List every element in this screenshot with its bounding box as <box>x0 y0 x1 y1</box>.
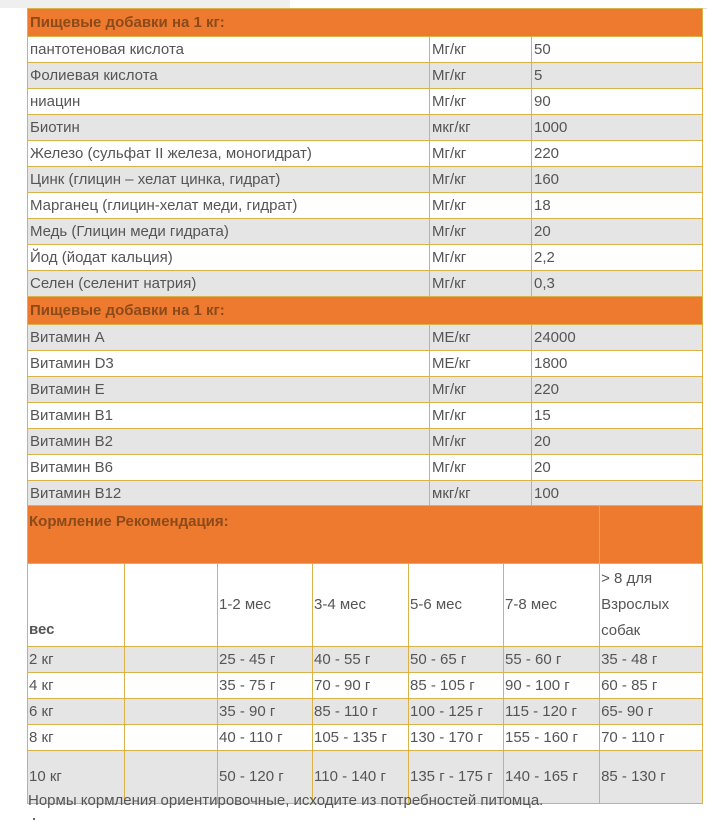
portion-cell: 105 - 135 г <box>313 725 409 751</box>
portion-cell: 85 - 110 г <box>313 699 409 725</box>
nutrient-value: 2,2 <box>532 245 703 271</box>
nutrient-unit: Мг/кг <box>430 37 532 63</box>
nutrient-unit: Мг/кг <box>430 271 532 297</box>
nutrient-name: Медь (Глицин меди гидрата) <box>28 219 430 245</box>
nutrient-value: 160 <box>532 167 703 193</box>
nutrient-name: Витамин Е <box>28 377 430 403</box>
nutrient-value: 1000 <box>532 115 703 141</box>
nutrient-unit: Мг/кг <box>430 219 532 245</box>
nutrient-name: Витамин В12 <box>28 481 430 507</box>
portion-cell: 90 - 100 г <box>504 673 600 699</box>
table-row <box>28 193 703 219</box>
age-header: 1-2 мес <box>218 564 313 647</box>
nutrient-value: 1800 <box>532 351 703 377</box>
nutrient-unit: Мг/кг <box>430 455 532 481</box>
portion-cell: 35 - 90 г <box>218 699 313 725</box>
nutrient-value: 15 <box>532 403 703 429</box>
table-row <box>28 167 703 193</box>
nutrient-name: пантотеновая кислота <box>28 37 430 63</box>
empty-cell <box>125 647 218 673</box>
nutrient-unit: Мг/кг <box>430 245 532 271</box>
nutrient-name: Цинк (глицин – хелат цинка, гидрат) <box>28 167 430 193</box>
nutrient-name: Витамин В6 <box>28 455 430 481</box>
portion-cell: 25 - 45 г <box>218 647 313 673</box>
table-row <box>28 647 703 673</box>
nutrient-unit: Мг/кг <box>430 429 532 455</box>
portion-cell: 110 - 140 г <box>313 751 409 804</box>
portion-cell: 40 - 55 г <box>313 647 409 673</box>
portion-cell: 70 - 110 г <box>600 725 703 751</box>
table-row <box>28 141 703 167</box>
nutrient-unit: Мг/кг <box>430 63 532 89</box>
age-header: 3-4 мес <box>313 564 409 647</box>
portion-cell: 55 - 60 г <box>504 647 600 673</box>
age-header: 7-8 мес <box>504 564 600 647</box>
nutrient-unit: МЕ/кг <box>430 351 532 377</box>
nutrient-unit: Мг/кг <box>430 141 532 167</box>
table-row <box>28 673 703 699</box>
weight-cell: 2 кг <box>28 647 125 673</box>
empty-cell <box>125 564 218 647</box>
nutrient-name: Йод (йодат кальция) <box>28 245 430 271</box>
weight-cell: 10 кг <box>28 751 125 804</box>
nutrient-value: 24000 <box>532 325 703 351</box>
nutrient-name: Витамин D3 <box>28 351 430 377</box>
table-row <box>28 89 703 115</box>
table-row <box>28 699 703 725</box>
minerals-header-row <box>28 9 703 37</box>
empty-cell <box>125 725 218 751</box>
feeding-table <box>27 505 703 804</box>
weight-column-header: вес <box>28 564 125 647</box>
table-row <box>28 403 703 429</box>
nutrient-value: 20 <box>532 429 703 455</box>
portion-cell: 50 - 120 г <box>218 751 313 804</box>
feeding-header-row <box>28 506 703 564</box>
nutrient-value: 50 <box>532 37 703 63</box>
portion-cell: 85 - 130 г <box>600 751 703 804</box>
age-header: 5-6 мес <box>409 564 504 647</box>
nutrient-value: 0,3 <box>532 271 703 297</box>
portion-cell: 85 - 105 г <box>409 673 504 699</box>
table-row <box>28 245 703 271</box>
bullet-dot <box>33 818 35 820</box>
nutrient-name: Витамин А <box>28 325 430 351</box>
nutrient-value: 20 <box>532 219 703 245</box>
portion-cell: 115 - 120 г <box>504 699 600 725</box>
nutrient-unit: МЕ/кг <box>430 325 532 351</box>
nutrient-name: Селен (селенит натрия) <box>28 271 430 297</box>
empty-cell <box>125 699 218 725</box>
nutrient-value: 20 <box>532 455 703 481</box>
table-row <box>28 219 703 245</box>
nutrient-name: Железо (сульфат II железа, моногидрат) <box>28 141 430 167</box>
table-row <box>28 271 703 297</box>
feeding-note: Нормы кормления ориентировочные, исходите из потребностей питомца. <box>28 792 544 809</box>
nutrient-value: 100 <box>532 481 703 507</box>
nutrient-unit: мкг/кг <box>430 115 532 141</box>
table-row <box>28 725 703 751</box>
nutrient-unit: Мг/кг <box>430 403 532 429</box>
portion-cell: 35 - 75 г <box>218 673 313 699</box>
nutrient-unit: мкг/кг <box>430 481 532 507</box>
table-row <box>28 455 703 481</box>
table-row <box>28 37 703 63</box>
empty-cell <box>125 673 218 699</box>
supplements-table <box>27 8 703 507</box>
nutrient-name: Марганец (глицин-хелат меди, гидрат) <box>28 193 430 219</box>
table-row <box>28 115 703 141</box>
portion-cell: 40 - 110 г <box>218 725 313 751</box>
nutrient-unit: Мг/кг <box>430 89 532 115</box>
portion-cell: 60 - 85 г <box>600 673 703 699</box>
nutrient-name: Витамин В2 <box>28 429 430 455</box>
table-row <box>28 429 703 455</box>
portion-cell: 65- 90 г <box>600 699 703 725</box>
table-row <box>28 325 703 351</box>
nutrient-name: Витамин В1 <box>28 403 430 429</box>
nutrient-value: 5 <box>532 63 703 89</box>
nutrient-unit: Мг/кг <box>430 167 532 193</box>
weight-cell: 6 кг <box>28 699 125 725</box>
nutrient-value: 220 <box>532 141 703 167</box>
nutrient-value: 90 <box>532 89 703 115</box>
portion-cell: 70 - 90 г <box>313 673 409 699</box>
weight-cell: 4 кг <box>28 673 125 699</box>
table-row <box>28 377 703 403</box>
nutrient-value: 18 <box>532 193 703 219</box>
portion-cell: 35 - 48 г <box>600 647 703 673</box>
table-row <box>28 63 703 89</box>
nutrient-name: ниацин <box>28 89 430 115</box>
table-row <box>28 481 703 507</box>
age-header: > 8 для Взрослых собак <box>600 564 703 647</box>
portion-cell: 135 г - 175 г <box>409 751 504 804</box>
top-grey-strip <box>0 0 290 8</box>
table-row <box>28 351 703 377</box>
weight-cell: 8 кг <box>28 725 125 751</box>
nutrient-name: Биотин <box>28 115 430 141</box>
portion-cell: 130 - 170 г <box>409 725 504 751</box>
portion-cell: 155 - 160 г <box>504 725 600 751</box>
portion-cell: 100 - 125 г <box>409 699 504 725</box>
portion-cell: 50 - 65 г <box>409 647 504 673</box>
vitamins-header: Пищевые добавки на 1 кг: <box>28 297 703 325</box>
minerals-header: Пищевые добавки на 1 кг: <box>28 9 703 37</box>
nutrient-value: 220 <box>532 377 703 403</box>
nutrient-name: Фолиевая кислота <box>28 63 430 89</box>
age-header-row <box>28 564 703 647</box>
feeding-header: Кормление Рекомендация: <box>28 506 600 564</box>
nutrient-unit: Мг/кг <box>430 377 532 403</box>
feeding-header-empty <box>600 506 703 564</box>
portion-cell: 140 - 165 г <box>504 751 600 804</box>
vitamins-header-row <box>28 297 703 325</box>
nutrient-unit: Мг/кг <box>430 193 532 219</box>
